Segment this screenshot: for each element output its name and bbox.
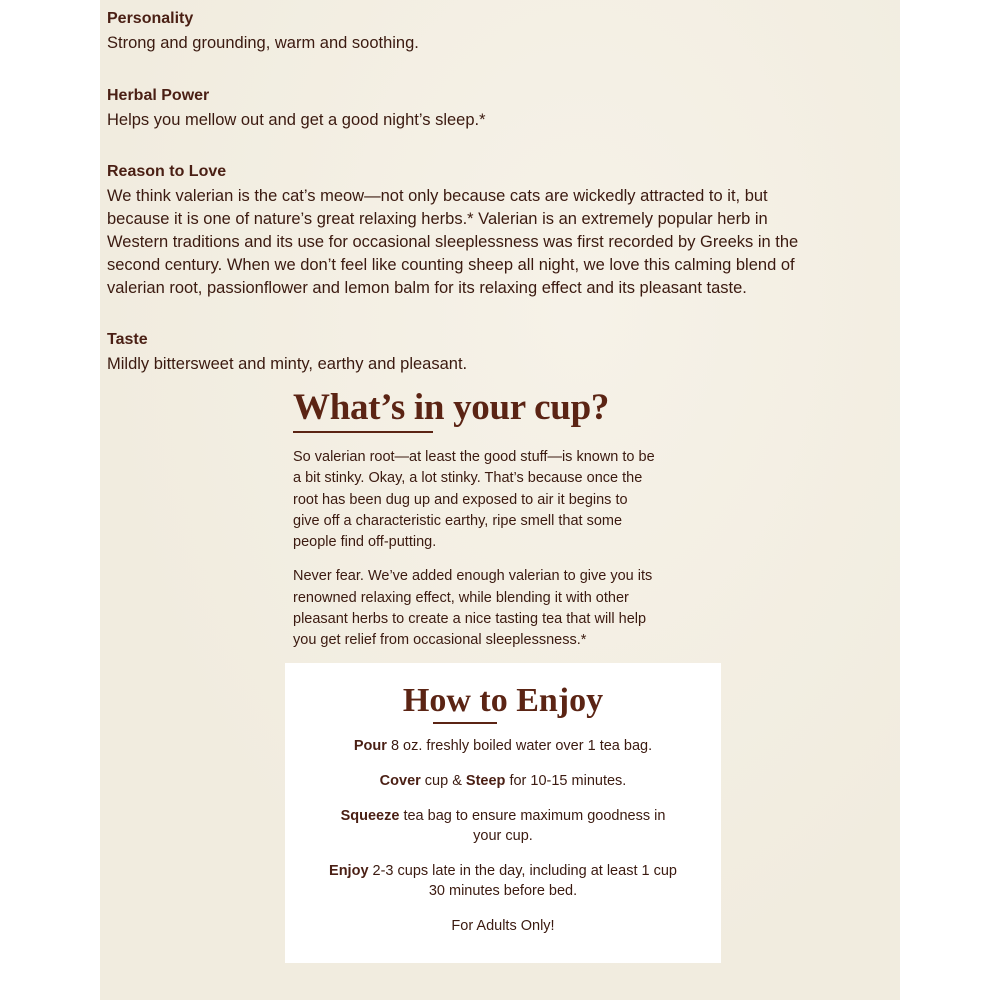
taste-text: Mildly bittersweet and minty, earthy and pleasant. [107,355,468,373]
cup-paragraph-2 [293,566,713,651]
how-to-enjoy-box [285,663,721,963]
enjoy-text-2: 30 minutes before bed. [428,883,578,899]
cup-line: you get relief from occasional sleeplessness.* [293,632,587,649]
adults-only-note: For Adults Only! [451,918,555,934]
cup-title: What’s in your cup? [293,387,610,428]
enjoy-step [303,861,703,901]
cup-line: pleasant herbs to create a nice tasting tea that will help [293,611,647,628]
reason-to-love-text [107,185,897,300]
cup-line: So valerian root—at least the good stuff—is known to be [293,449,655,465]
taste-section [107,330,897,376]
cover-steep-step [303,771,703,791]
squeeze-text: tea bag to ensure maximum goodness in [399,808,666,824]
personality-heading: Personality [107,10,194,27]
squeeze-step [303,806,703,846]
cup-line: renowned relaxing effect, while blending it with other [293,589,629,606]
pour-step [303,736,703,756]
squeeze-label: Squeeze [340,808,400,824]
cup-line: give off a characteristic earthy, ripe smell that some [293,512,623,529]
how-to-enjoy-underline [433,722,497,724]
reason-to-love-heading: Reason to Love [107,163,227,180]
steep-text: for 10-15 minutes. [505,773,627,789]
personality-text: Strong and grounding, warm and soothing. [107,34,419,52]
cup-title-underline [293,431,433,433]
herbal-power-section [107,86,897,132]
reason-to-love-section [107,162,897,300]
cover-label: Cover [379,773,421,789]
cup-line: root has been dug up and exposed to air it begins to [293,491,628,508]
reason-line: valerian root, passionflower and lemon balm for its relaxing effect and its pleasant taste. [107,279,747,297]
squeeze-text-2: your cup. [473,828,533,844]
enjoy-label: Enjoy [329,863,369,879]
taste-heading: Taste [107,331,148,348]
herbal-power-text: Helps you mellow out and get a good night’s sleep.* [107,111,486,129]
reason-line: because it is one of nature’s great relaxing herbs.* Valerian is an extremely popular herb in [107,210,768,228]
pour-label: Pour [353,738,387,754]
pour-text: 8 oz. freshly boiled water over 1 tea bag. [386,738,653,754]
cup-paragraph-1 [293,447,713,553]
cup-line: Never fear. We’ve added enough valerian to give you its [293,568,653,585]
reason-line: Western traditions and its use for occasional sleeplessness was first recorded by Greeks in the [107,233,799,251]
cover-text: cup & [420,773,466,789]
steep-label: Steep [465,773,506,789]
enjoy-text: 2-3 cups late in the day, including at least 1 cup [368,863,677,879]
reason-line: second century. When we don’t feel like counting sheep all night, we love this calming blend of [107,256,795,274]
personality-section [107,9,897,55]
how-to-enjoy-title: How to Enjoy [402,682,604,719]
whats-in-your-cup-section [293,385,713,665]
cup-line: people find off-putting. [293,534,437,551]
herbal-power-heading: Herbal Power [107,87,210,104]
cup-line: a bit stinky. Okay, a lot stinky. That’s because once the [293,470,643,487]
reason-line: We think valerian is the cat’s meow—not only because cats are wickedly attracted to it, but [107,187,768,205]
